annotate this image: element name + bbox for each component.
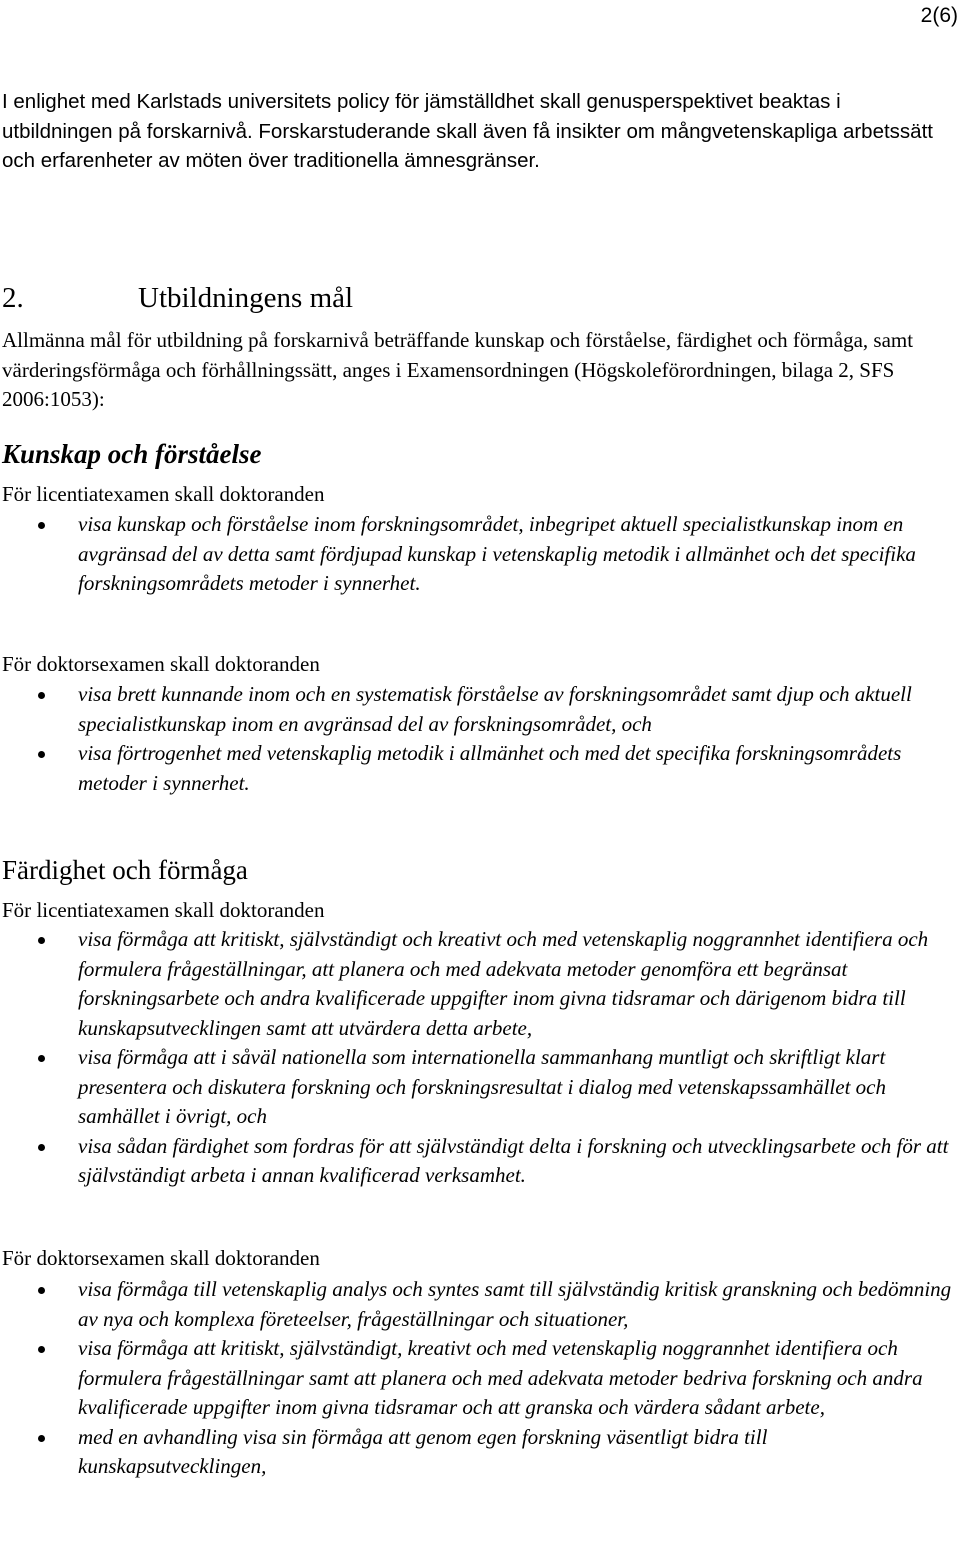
list-item <box>0 1132 955 1191</box>
list-item-text: med en avhandling visa sin förmåga att genom egen forskning väsentligt bidra till kunskapsutvecklingen, <box>78 1424 768 1478</box>
bullet-icon <box>38 1435 45 1442</box>
bullet-icon <box>38 1346 45 1353</box>
bullet-icon <box>38 522 45 529</box>
list-item <box>0 1043 955 1132</box>
list-item-text: visa brett kunnande inom och en systematisk förståelse av forskningsområdet samt djup och aktuell specialistkunskap inom en avgränsad del av forskningsområdet, och <box>78 682 912 736</box>
list-item-text: visa förmåga att kritiskt, självständigt, kreativt och med vetenskaplig noggrannhet identifiera och formulera frågeställningar samt att planera och med adekvata metoder bedriva forskning och andra kvalificerade uppgifter inom givna tidsramar och att granska och värdera sådant arbete, <box>78 1336 923 1419</box>
fardighet-lic-list <box>0 925 955 1191</box>
intro-paragraph: I enlighet med Karlstads universitets policy för jämställdhet skall genusperspektivet beaktas i utbildningen på forskarnivå. Forskarstuderande skall även få insikter om mångvetenskapliga arbetssätt och erfarenheter av möten över traditionella ämnesgränser. <box>2 90 933 172</box>
fardighet-dok-lead <box>2 1244 320 1272</box>
section-title: Utbildningens mål <box>138 282 354 314</box>
lead-suffix: skall doktoranden <box>169 1246 320 1270</box>
bullet-icon <box>38 1144 45 1151</box>
lead-degree: doktorsexamen <box>36 652 165 676</box>
list-item-text: visa kunskap och förståelse inom forskningsområdet, inbegripet aktuell specialistkunskap inom en avgränsad del av detta samt fördjupad kunskap i vetenskaplig metodik i allmänhet och det specifika forskningsområdets metoder i synnerhet. <box>78 512 916 595</box>
section-heading <box>2 280 353 316</box>
bullet-icon <box>38 1287 45 1294</box>
lead-prefix: För <box>2 652 32 676</box>
kunskap-heading: Kunskap och förståelse <box>2 439 262 469</box>
list-item-text: visa sådan färdighet som fordras för att självständigt delta i forskning och utvecklingsarbete och för att självständigt arbeta i annan kvalificerad verksamhet. <box>78 1133 949 1187</box>
fardighet-dok-list <box>0 1275 955 1482</box>
general-goals-paragraph: Allmänna mål för utbildning på forskarnivå beträffande kunskap och förståelse, färdighet och förmåga, samt värderingsförmåga och förhållningssätt, anges i Examensordningen (Högskoleförordningen, bilaga 2, SFS 2006:1053): <box>2 328 914 411</box>
bullet-icon <box>38 1055 45 1062</box>
list-item-text: visa förtrogenhet med vetenskaplig metodik i allmänhet och med det specifika forskningsområdets metoder i synnerhet. <box>78 741 902 795</box>
lead-prefix: För <box>2 898 32 922</box>
kunskap-lic-list <box>0 510 955 599</box>
lead-prefix: För <box>2 1246 32 1270</box>
kunskap-lic-lead: För licentiatexamen skall doktoranden <box>2 482 325 506</box>
list-item <box>0 510 955 599</box>
list-item <box>0 1275 955 1334</box>
bullet-icon <box>38 751 45 758</box>
list-item <box>0 925 955 1043</box>
lead-suffix: skall doktoranden <box>169 652 320 676</box>
lead-degree: doktorsexamen <box>36 1246 165 1270</box>
list-item <box>0 1334 955 1423</box>
lead-suffix: skall doktoranden <box>174 898 325 922</box>
fardighet-heading: Färdighet och förmåga <box>2 855 248 885</box>
list-item-text: visa förmåga att kritiskt, självständigt och kreativt och med vetenskaplig noggrannhet identifiera och formulera frågeställningar, att planera och med adekvata metoder genomföra ett begränsat forskningsarbete och andra kvalificerade uppgifter inom givna tidsramar och därigenom bidra till kunskapsutvecklingen samt att utvärdera detta arbete, <box>78 927 929 1040</box>
list-item <box>0 1423 955 1482</box>
list-item-text: visa förmåga till vetenskaplig analys och syntes samt till självständig kritisk granskning och bedömning av nya och komplexa företeelser, frågeställningar och situationer, <box>78 1277 952 1331</box>
lead-degree: licentiatexamen <box>36 898 170 922</box>
list-item-text: visa förmåga att i såväl nationella som internationella sammanhang muntligt och skriftligt klart presentera och diskutera forskning och forskningsresultat i dialog med vetenskapssamhället och samhället i övrigt, och <box>78 1045 886 1128</box>
kunskap-dok-lead <box>2 650 320 678</box>
section-number: 2. <box>2 282 24 314</box>
list-item <box>0 739 955 798</box>
list-item <box>0 680 955 739</box>
fardighet-lic-lead <box>2 896 325 924</box>
kunskap-dok-list <box>0 680 955 798</box>
page-number: 2(6) <box>920 4 958 27</box>
bullet-icon <box>38 692 45 699</box>
bullet-icon <box>38 937 45 944</box>
